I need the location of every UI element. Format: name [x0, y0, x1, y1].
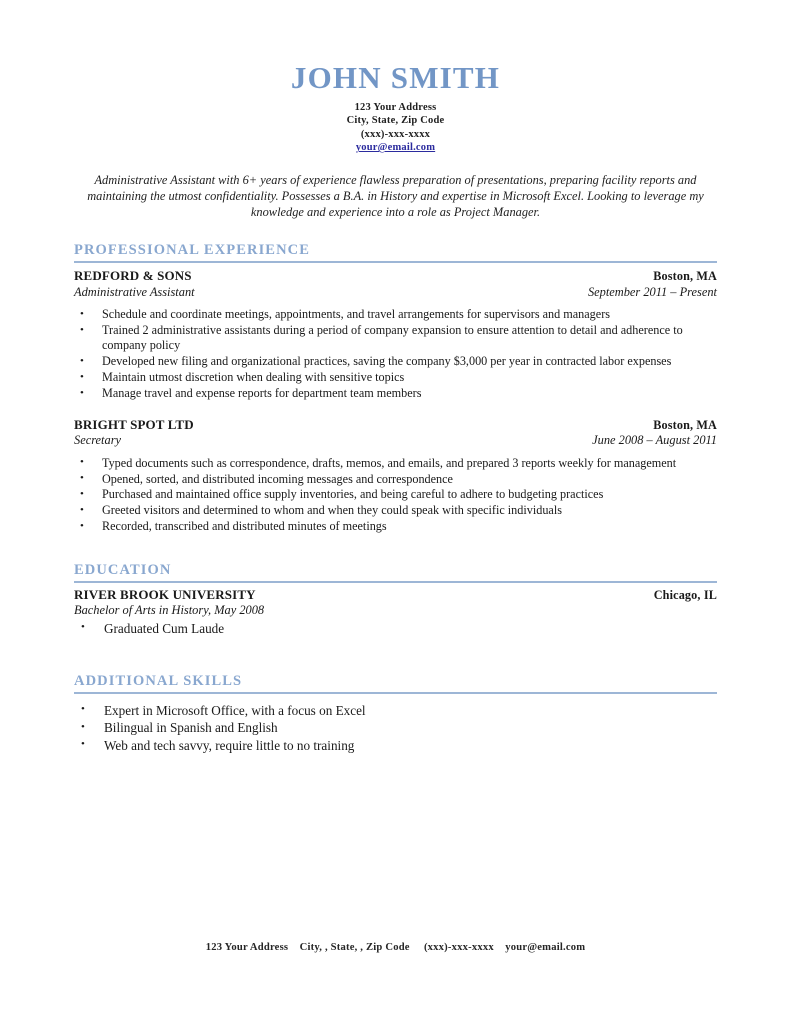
- footer-gap: [288, 942, 299, 953]
- section-professional-experience: [74, 242, 717, 534]
- page-footer: [0, 942, 791, 953]
- entry-subheader-row: [74, 285, 717, 301]
- list-item: • Bilingual in Spanish and English: [74, 719, 717, 736]
- job-bullet-list: [74, 456, 717, 535]
- list-item: • Typed documents such as correspondence, drafts, memos, and emails, and prepared 3 reports weekly for management: [74, 456, 717, 471]
- section-title-experience: PROFESSIONAL EXPERIENCE: [74, 242, 310, 259]
- list-item: • Developed new filing and organizational practices, saving the company $3,000 per year in contracted labor expenses: [74, 354, 717, 369]
- education-entry: [74, 587, 717, 637]
- job-dates: June 2008 – August 2011: [592, 433, 717, 448]
- list-item: • Trained 2 administrative assistants during a period of company expansion to ensure attention to detail and adherence to company policy: [74, 323, 717, 354]
- footer-address: 123 Your Address: [205, 942, 289, 953]
- footer-gap: [494, 942, 505, 953]
- experience-entry: [74, 417, 717, 535]
- contact-city-state-zip: City, State, Zip Code: [346, 115, 445, 127]
- experience-entry: [74, 268, 717, 401]
- section-title-education: EDUCATION: [74, 561, 172, 578]
- school-location: Chicago, IL: [653, 587, 717, 602]
- page-title: JOHN SMITH: [290, 60, 501, 95]
- job-dates: September 2011 – Present: [587, 284, 717, 299]
- entry-header-row: [74, 587, 717, 604]
- contact-email-link[interactable]: your@email.com: [355, 142, 436, 154]
- employer-name: BRIGHT SPOT LTD: [74, 416, 194, 432]
- education-bullet-list: [74, 620, 717, 637]
- contact-address: 123 Your Address: [354, 101, 437, 113]
- skills-bullet-list: [74, 702, 717, 754]
- footer-phone: (xxx)-xxx-xxxx: [423, 942, 494, 953]
- resume-content: [74, 0, 717, 754]
- entry-subheader-row: [74, 433, 717, 449]
- list-item: • Schedule and coordinate meetings, appointments, and travel arrangements for supervisors and managers: [74, 307, 717, 322]
- degree-line: Bachelor of Arts in History, May 2008: [74, 603, 265, 618]
- contact-block: [74, 101, 717, 155]
- section-divider: [74, 261, 717, 263]
- entry-header-row: [74, 417, 717, 434]
- job-bullet-list: [74, 307, 717, 401]
- list-item: • Greeted visitors and determined to whom and when they could speak with specific individuals: [74, 503, 717, 518]
- entry-header-row: [74, 268, 717, 285]
- list-item: • Manage travel and expense reports for department team members: [74, 386, 717, 401]
- footer-email: your@email.com: [505, 942, 586, 953]
- list-item: • Maintain utmost discretion when dealing with sensitive topics: [74, 370, 717, 385]
- section-education: [74, 562, 717, 637]
- footer-gap: [410, 942, 424, 953]
- list-item: • Graduated Cum Laude: [74, 620, 717, 637]
- list-item: • Web and tech savvy, require little to no training: [74, 737, 717, 754]
- list-item: • Recorded, transcribed and distributed minutes of meetings: [74, 519, 717, 534]
- list-item: • Purchased and maintained office supply inventories, and being careful to adhere to budgeting practices: [74, 487, 717, 502]
- list-item: • Expert in Microsoft Office, with a focus on Excel: [74, 702, 717, 719]
- employer-location: Boston, MA: [653, 417, 717, 432]
- school-name: RIVER BROOK UNIVERSITY: [74, 586, 256, 602]
- job-title: Administrative Assistant: [74, 284, 195, 299]
- summary-paragraph: Administrative Assistant with 6+ years of experience flawless preparation of presentations, preparing facility reports and maintaining the utmost confidentiality. Possesses a B.A. in History and expertise in Microsoft Excel. Looking to leverage my knowledge and experience into a role as Project Manager.: [87, 172, 704, 219]
- contact-phone: (xxx)-xxx-xxxx: [360, 128, 431, 140]
- section-title-skills: ADDITIONAL SKILLS: [74, 672, 243, 689]
- list-item: • Opened, sorted, and distributed incoming messages and correspondence: [74, 472, 717, 487]
- section-additional-skills: [74, 673, 717, 754]
- section-divider: [74, 581, 717, 583]
- job-title: Secretary: [74, 433, 122, 448]
- employer-location: Boston, MA: [653, 269, 717, 284]
- footer-city-state-zip: City, , State, , Zip Code: [299, 942, 410, 953]
- section-divider: [74, 692, 717, 694]
- employer-name: REDFORD & SONS: [74, 268, 192, 284]
